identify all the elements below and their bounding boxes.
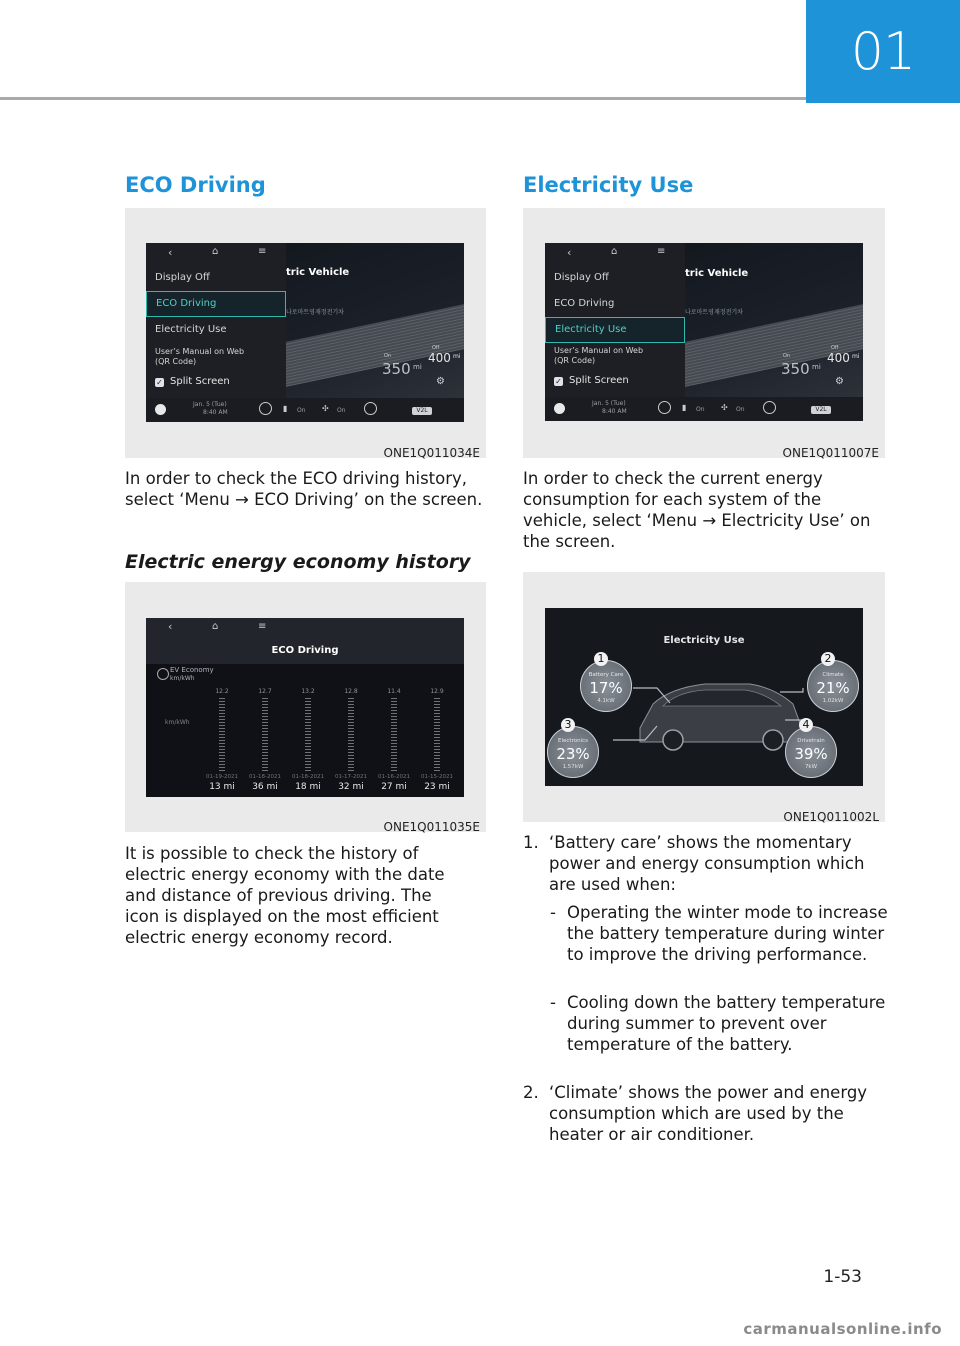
figure-electricity-use [523,572,885,822]
home-icon[interactable]: ⌂ [611,246,618,257]
v2l-badge[interactable]: V2L [412,407,432,415]
eco-header-bar [146,618,464,664]
back-icon[interactable]: ‹ [567,246,572,259]
paragraph: In order to check the current energy consumption for each system of the vehicle, select ‘Menu → Electricity Use’ on the screen. [523,469,871,551]
figure-code: ONE1Q011007E [782,446,879,460]
usage-label: Battery Care [588,672,624,678]
back-icon[interactable]: ‹ [168,246,173,259]
usage-percent: 21% [816,679,850,697]
range-unit-2: mi [852,353,860,360]
callout-number: 4 [799,718,813,732]
column-value: 12.2 [215,688,229,695]
vehicle-view [286,243,464,398]
chapter-tab: 01 [806,0,960,103]
v2l-badge[interactable]: V2L [811,406,831,414]
menu-item-display-off[interactable]: Display Off [155,272,210,283]
column-value: 12.7 [258,688,272,695]
seat-icon[interactable]: ▮ [283,404,288,413]
menu-item-eco-driving[interactable]: ECO Driving [146,291,286,317]
gear-icon[interactable]: ⚙ [835,376,844,387]
section-title-electricity-use: Electricity Use [523,173,694,197]
column-distance: 32 mi [338,782,364,792]
range-400: 400 [428,351,451,365]
split-screen-checkbox[interactable]: ✓ [156,378,163,387]
column-value: 11.4 [387,688,401,695]
callout-number: 1 [594,652,608,666]
menu-item-display-off[interactable]: Display Off [554,272,609,283]
clock-icon[interactable] [259,402,272,415]
power-icon[interactable] [155,404,166,415]
menu-panel [146,243,286,398]
column-date: 01-18-2021 [292,774,324,780]
callout-number: 2 [821,652,835,666]
fan-icon[interactable]: ✣ [721,403,728,412]
screen-menu [146,243,464,422]
legend-unit: km/kWh [170,675,195,682]
menu-panel [545,243,685,397]
screen-electricity-use [545,608,863,786]
charge-icon[interactable] [763,401,776,414]
sub-bullet: - [550,903,556,922]
range-unit-1: mi [413,363,422,371]
bottom-bar [545,397,863,421]
eco-screen-title: ECO Driving [271,645,339,656]
usage-kw: 1.57kW [562,764,584,770]
fan-icon[interactable]: ✣ [322,404,329,413]
split-screen-label: Split Screen [170,376,230,387]
subsection-title: Electric energy economy history [125,551,471,573]
electricity-screen-title: Electricity Use [663,635,745,646]
list-number: 2. [523,1083,539,1102]
sub-item: Operating the winter mode to increase the battery temperature during winter to improve the driving performance. [567,903,888,964]
column-date: 01-15-2021 [421,774,453,780]
date-text: Jan. 5 (Tue) [193,401,227,408]
list-item: ‘Battery care’ shows the momentary power and energy consumption which are used when: [549,833,865,894]
usage-percent: 23% [556,745,590,763]
column-bar [262,698,268,771]
column-value: 13.2 [301,688,315,695]
menu-icon[interactable]: ≡ [258,246,267,257]
screen-menu [545,243,863,421]
menu-item-qr-code[interactable]: (QR Code) [155,357,197,366]
column-bar [434,698,440,771]
range-unit-2: mi [453,353,461,360]
vehicle-header: tric Vehicle [685,268,749,279]
column-distance: 36 mi [252,782,278,792]
figure-electricity-menu [523,208,885,458]
range-unit-1: mi [812,363,821,371]
back-icon[interactable]: ‹ [168,620,173,633]
seat-icon[interactable]: ▮ [682,403,687,412]
car-illustration [640,684,801,750]
split-screen-checkbox[interactable]: ✓ [555,377,562,386]
ev-economy-icon [157,668,169,680]
home-icon[interactable]: ⌂ [212,621,219,632]
chapter-rule [0,97,806,100]
figure-code: ONE1Q011034E [383,446,480,460]
menu-item-manual-web[interactable]: User’s Manual on Web [554,346,644,355]
menu-item-electricity-use[interactable]: Electricity Use [545,317,685,343]
eco-columns [198,688,462,797]
screen-eco-driving [146,618,464,797]
figure-code: ONE1Q011002L [783,810,879,824]
charge-icon[interactable] [364,402,377,415]
figure-eco-history [125,582,486,832]
column-bar [391,698,397,771]
menu-item-manual-web[interactable]: User’s Manual on Web [155,347,245,356]
column-value: 12.9 [430,688,444,695]
usage-label: Drivetrain [797,738,825,744]
menu-item-electricity-use[interactable]: Electricity Use [155,324,227,335]
power-icon[interactable] [554,403,565,414]
legend-label: EV Economy [170,666,214,674]
fan-on-text: On [736,406,745,413]
date-text: Jan. 5 (Tue) [592,400,626,407]
range-off-label: Off [831,345,839,351]
sub-item: Cooling down the battery temperature during summer to prevent over temperature of the battery. [567,993,886,1054]
range-400: 400 [827,351,850,365]
usage-label: Climate [822,672,844,678]
range-350: 350 [781,360,810,378]
usage-kw: 4.1kW [597,698,615,704]
usage-kw: 1.02kW [822,698,844,704]
range-on-label: On [384,353,392,359]
column-bar [348,698,354,771]
range-on-label: On [783,353,791,359]
menu-item-eco-driving[interactable]: ECO Driving [554,298,615,309]
home-icon[interactable]: ⌂ [212,246,219,257]
list-item: ‘Climate’ shows the power and energy consumption which are used by the heater or air conditioner. [549,1083,868,1144]
usage-kw: 7kW [804,764,818,770]
usage-percent: 17% [589,679,623,697]
column-bar [219,698,225,771]
gear-icon[interactable]: ⚙ [436,376,445,387]
clock-icon[interactable] [658,401,671,414]
fan-on-text: On [337,407,346,414]
section-title-eco-driving: ECO Driving [125,173,266,197]
sub-bullet: - [550,993,556,1012]
column-bar [305,698,311,771]
menu-icon[interactable]: ≡ [657,246,666,257]
column-distance: 23 mi [424,782,450,792]
watermark: carmanualsonline.info [743,1320,942,1338]
column-value: 12.8 [344,688,358,695]
korean-text: 나로마트영재정전기차 [685,309,743,316]
korean-text: 나로마트영재정전기차 [286,309,344,316]
bottom-bar [146,398,464,422]
vehicle-view [685,243,863,397]
axis-unit: km/kWh [165,719,190,726]
column-date: 01-16-2021 [378,774,410,780]
range-off-label: Off [432,345,440,351]
seat-on-text: On [297,407,306,414]
usage-percent: 39% [794,745,828,763]
column-distance: 18 mi [295,782,321,792]
menu-item-qr-code[interactable]: (QR Code) [554,356,596,365]
column-date: 01-19-2021 [206,774,238,780]
figure-eco-menu [125,208,486,458]
seat-on-text: On [696,406,705,413]
callout-number: 3 [561,718,575,732]
time-text: 8:40 AM [602,408,627,415]
column-distance: 27 mi [381,782,407,792]
paragraph: In order to check the ECO driving history, select ‘Menu → ECO Driving’ on the screen. [125,469,483,509]
figure-code: ONE1Q011035E [383,820,480,834]
page-number: 1-53 [823,1267,862,1287]
usage-label: Electronics [558,738,588,744]
paragraph: It is possible to check the history of electric energy economy with the date and distance of previous driving. The icon is displayed on the most efficient electric energy economy record. [125,844,445,947]
range-350: 350 [382,360,411,378]
split-screen-label: Split Screen [569,375,629,386]
vehicle-header: tric Vehicle [286,267,350,278]
menu-icon[interactable]: ≡ [258,621,267,632]
list-number: 1. [523,833,539,852]
time-text: 8:40 AM [203,409,228,416]
column-date: 01-17-2021 [335,774,367,780]
column-distance: 13 mi [209,782,235,792]
column-date: 01-18-2021 [249,774,281,780]
